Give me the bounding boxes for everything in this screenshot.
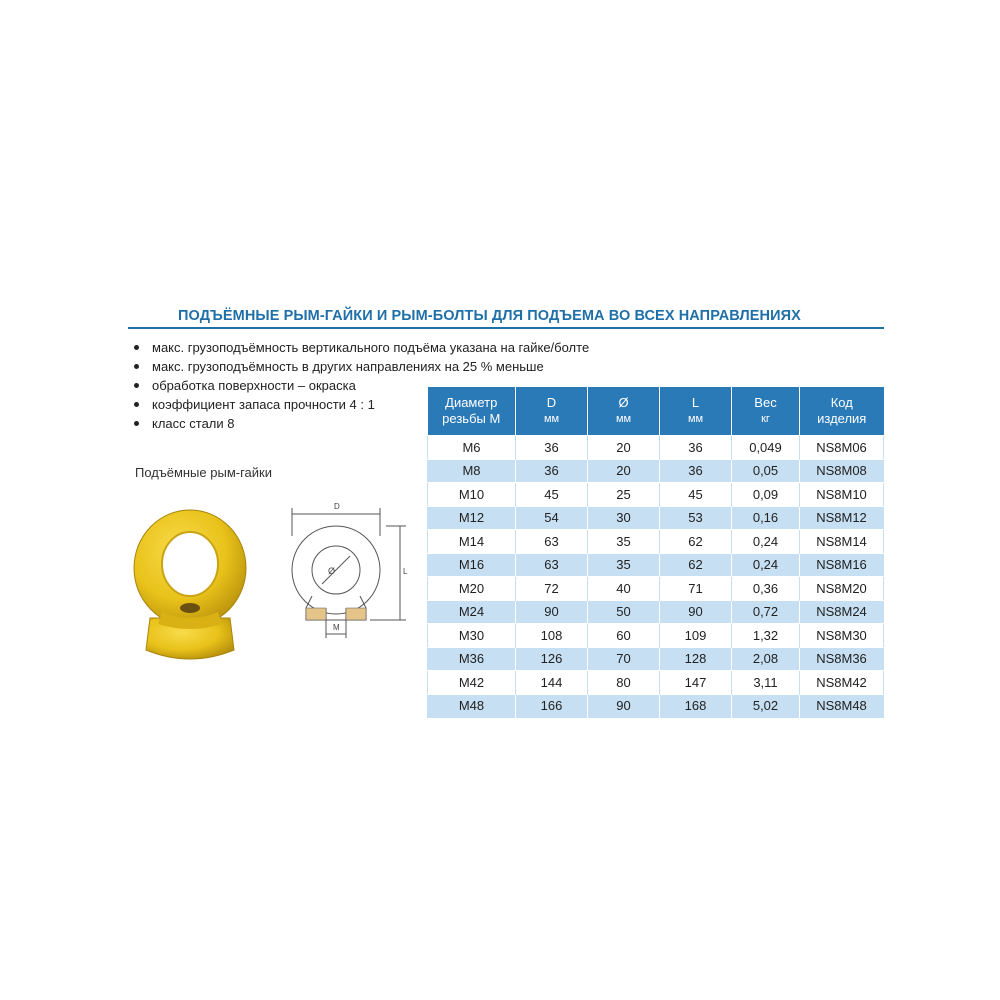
dim-d-label: D bbox=[334, 502, 340, 511]
table-cell: 63 bbox=[516, 553, 588, 577]
table-cell: 1,32 bbox=[732, 624, 800, 648]
table-cell: 128 bbox=[660, 647, 732, 671]
technical-drawing bbox=[282, 496, 412, 646]
table-cell: 166 bbox=[516, 694, 588, 718]
table-cell: NS8M12 bbox=[800, 506, 884, 530]
title-underline bbox=[128, 327, 884, 329]
table-cell: 108 bbox=[516, 624, 588, 648]
table-cell: 35 bbox=[588, 553, 660, 577]
table-cell: NS8M16 bbox=[800, 553, 884, 577]
table-cell: M24 bbox=[428, 600, 516, 624]
feature-item: класс стали 8 bbox=[130, 414, 589, 433]
table-cell: 25 bbox=[588, 483, 660, 507]
table-cell: 0,09 bbox=[732, 483, 800, 507]
table-cell: 36 bbox=[660, 436, 732, 460]
dim-l-label: L bbox=[403, 567, 408, 576]
table-cell: 72 bbox=[516, 577, 588, 601]
table-cell: 62 bbox=[660, 553, 732, 577]
table-cell: NS8M08 bbox=[800, 459, 884, 483]
table-row bbox=[428, 436, 884, 460]
dim-m-label: M bbox=[333, 623, 340, 632]
table-cell: NS8M36 bbox=[800, 647, 884, 671]
table-cell: 0,24 bbox=[732, 553, 800, 577]
table-cell: M48 bbox=[428, 694, 516, 718]
table-cell: 2,08 bbox=[732, 647, 800, 671]
table-cell: NS8M14 bbox=[800, 530, 884, 554]
table-cell: 63 bbox=[516, 530, 588, 554]
table-cell: NS8M24 bbox=[800, 600, 884, 624]
table-cell: 90 bbox=[588, 694, 660, 718]
dim-phi-label: Ø bbox=[328, 566, 336, 576]
table-row bbox=[428, 600, 884, 624]
table-cell: 35 bbox=[588, 530, 660, 554]
col-header-d: D мм bbox=[516, 387, 588, 436]
feature-item: макс. грузоподъёмность вертикального подъёма указана на гайке/болте bbox=[130, 338, 589, 357]
col-header-thread: Диаметр резьбы М bbox=[428, 387, 516, 436]
table-cell: 20 bbox=[588, 459, 660, 483]
table-cell: M42 bbox=[428, 671, 516, 695]
table-cell: 0,049 bbox=[732, 436, 800, 460]
table-cell: 53 bbox=[660, 506, 732, 530]
table-cell: 0,24 bbox=[732, 530, 800, 554]
table-row bbox=[428, 624, 884, 648]
table-cell: 45 bbox=[516, 483, 588, 507]
feature-item: обработка поверхности – окраска bbox=[130, 376, 589, 395]
table-cell: 0,05 bbox=[732, 459, 800, 483]
table-cell: 20 bbox=[588, 436, 660, 460]
table-cell: 0,72 bbox=[732, 600, 800, 624]
table-cell: 5,02 bbox=[732, 694, 800, 718]
table-cell: NS8M06 bbox=[800, 436, 884, 460]
table-cell: 70 bbox=[588, 647, 660, 671]
table-cell: NS8M30 bbox=[800, 624, 884, 648]
table-cell: 54 bbox=[516, 506, 588, 530]
table-cell: M10 bbox=[428, 483, 516, 507]
table-cell: 71 bbox=[660, 577, 732, 601]
table-cell: M12 bbox=[428, 506, 516, 530]
table-cell: 36 bbox=[516, 436, 588, 460]
table-row bbox=[428, 506, 884, 530]
page-title: ПОДЪЁМНЫЕ РЫМ-ГАЙКИ И РЫМ-БОЛТЫ ДЛЯ ПОДЪЕМА ВО ВСЕХ НАПРАВЛЕНИЯХ bbox=[178, 308, 801, 324]
table-cell: M20 bbox=[428, 577, 516, 601]
table-cell: 50 bbox=[588, 600, 660, 624]
spec-table bbox=[427, 387, 884, 718]
table-cell: 90 bbox=[516, 600, 588, 624]
table-row bbox=[428, 483, 884, 507]
table-header-row bbox=[428, 387, 884, 436]
feature-item: макс. грузоподъёмность в других направлениях на 25 % меньше bbox=[130, 357, 589, 376]
table-cell: 62 bbox=[660, 530, 732, 554]
table-cell: 36 bbox=[516, 459, 588, 483]
table-cell: NS8M48 bbox=[800, 694, 884, 718]
col-header-phi: Ø мм bbox=[588, 387, 660, 436]
table-row bbox=[428, 647, 884, 671]
table-cell: M14 bbox=[428, 530, 516, 554]
table-cell: 60 bbox=[588, 624, 660, 648]
table-row bbox=[428, 694, 884, 718]
table-cell: 126 bbox=[516, 647, 588, 671]
table-cell: 45 bbox=[660, 483, 732, 507]
table-cell: NS8M10 bbox=[800, 483, 884, 507]
table-row bbox=[428, 530, 884, 554]
table-cell: M8 bbox=[428, 459, 516, 483]
table-cell: 109 bbox=[660, 624, 732, 648]
eye-nut-photo bbox=[110, 500, 270, 670]
table-row bbox=[428, 577, 884, 601]
table-cell: 80 bbox=[588, 671, 660, 695]
table-cell: M36 bbox=[428, 647, 516, 671]
table-row bbox=[428, 459, 884, 483]
table-cell: 30 bbox=[588, 506, 660, 530]
product-caption: Подъёмные рым-гайки bbox=[135, 465, 272, 480]
table-cell: 144 bbox=[516, 671, 588, 695]
feature-item: коэффициент запаса прочности 4 : 1 bbox=[130, 395, 589, 414]
table-cell: 147 bbox=[660, 671, 732, 695]
table-cell: 90 bbox=[660, 600, 732, 624]
table-cell: 168 bbox=[660, 694, 732, 718]
table-cell: 40 bbox=[588, 577, 660, 601]
table-cell: 36 bbox=[660, 459, 732, 483]
table-cell: M16 bbox=[428, 553, 516, 577]
table-cell: NS8M20 bbox=[800, 577, 884, 601]
table-cell: 0,36 bbox=[732, 577, 800, 601]
col-header-code: Код изделия bbox=[800, 387, 884, 436]
col-header-weight: Вес кг bbox=[732, 387, 800, 436]
table-cell: 3,11 bbox=[732, 671, 800, 695]
table-cell: M30 bbox=[428, 624, 516, 648]
table-row bbox=[428, 671, 884, 695]
table-cell: NS8M42 bbox=[800, 671, 884, 695]
col-header-l: L мм bbox=[660, 387, 732, 436]
table-cell: 0,16 bbox=[732, 506, 800, 530]
table-cell: M6 bbox=[428, 436, 516, 460]
table-row bbox=[428, 553, 884, 577]
